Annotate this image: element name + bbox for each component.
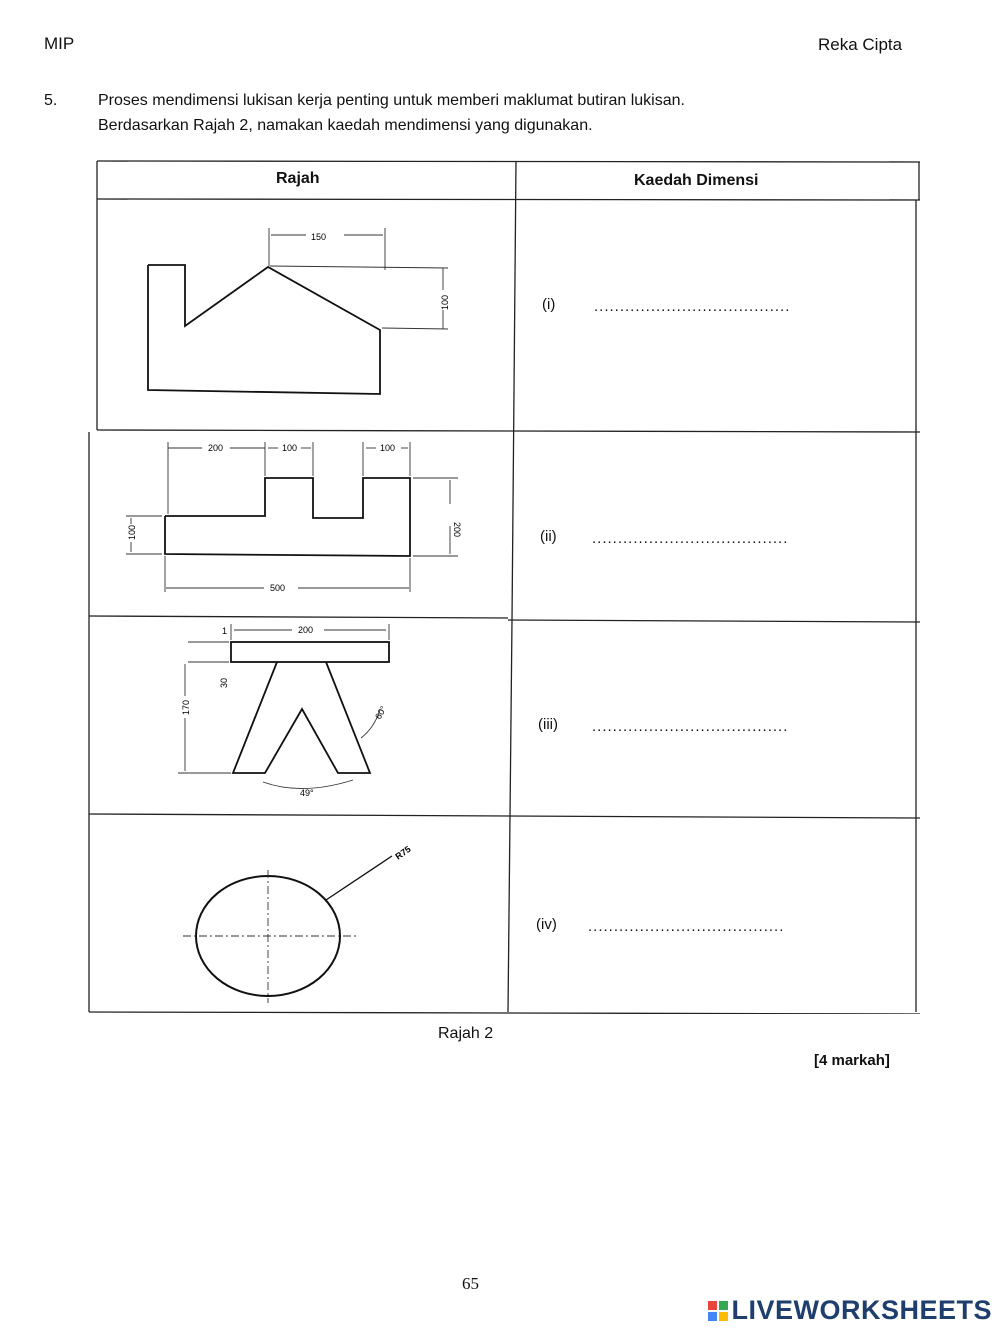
question-number: 5. (44, 92, 58, 109)
liveworksheets-logo-icon (708, 1301, 728, 1321)
figure-4-dim-radius: R75 (393, 843, 413, 862)
figure-2-dim-100-a: 100 (282, 443, 298, 453)
answer-label-3: (iii) (538, 716, 558, 733)
figure-3-dim-49deg: 49° (300, 788, 314, 798)
figure-2-chain-dimension (118, 438, 478, 608)
page-number: 65 (462, 1274, 479, 1293)
figure-3-dim-small: 1 (222, 626, 228, 636)
figure-4-radius-dimension (178, 828, 478, 1008)
header-right: Reka Cipta (818, 35, 903, 54)
liveworksheets-logo[interactable] (708, 1295, 992, 1326)
answer-field-1[interactable]: ...................................... (594, 298, 791, 315)
figure-2-outline (165, 478, 410, 556)
figure-2-dim-500: 500 (270, 583, 286, 593)
answer-label-1: (i) (542, 296, 556, 313)
figure-3-top-bar (231, 642, 389, 662)
answer-field-4[interactable]: ...................................... (588, 918, 785, 935)
question-line-2: Berdasarkan Rajah 2, namakan kaedah mendimensi yang digunakan. (98, 117, 593, 134)
answer-label-4: (iv) (536, 916, 557, 933)
figure-1-aligned-dimension (138, 224, 458, 404)
figure-1-dim-height: 100 (440, 294, 450, 310)
marks: [4 markah] (814, 1052, 890, 1069)
column-header-rajah: Rajah (276, 170, 320, 187)
question-line-1: Proses mendimensi lukisan kerja penting untuk memberi maklumat butiran lukisan. (98, 92, 685, 109)
figure-2-dim-right: 200 (452, 522, 462, 538)
answer-field-3[interactable]: ...................................... (592, 718, 789, 735)
answer-label-2: (ii) (540, 528, 557, 545)
figure-1-dim-width: 150 (311, 232, 327, 242)
answer-table (88, 160, 920, 1014)
figure-3-dim-30: 30 (219, 677, 229, 688)
figure-3-dim-170: 170 (181, 699, 191, 715)
figure-2-dim-200: 200 (208, 443, 224, 453)
figure-3-dim-200: 200 (298, 625, 314, 635)
header-left: MIP (44, 34, 75, 53)
figure-3-mixed-dimension (148, 620, 448, 810)
figure-2-dim-left: 100 (127, 524, 137, 540)
answer-field-2[interactable]: ...................................... (592, 530, 789, 547)
figure-1-outline (148, 265, 380, 394)
figure-3-dim-60deg: 60° (373, 704, 389, 721)
figure-caption: Rajah 2 (438, 1025, 494, 1042)
liveworksheets-brand: LIVEWORKSHEETS (731, 1295, 992, 1325)
column-header-kaedah: Kaedah Dimensi (634, 172, 759, 189)
figure-2-dim-100-b: 100 (380, 443, 396, 453)
figure-3-legs (233, 662, 370, 773)
